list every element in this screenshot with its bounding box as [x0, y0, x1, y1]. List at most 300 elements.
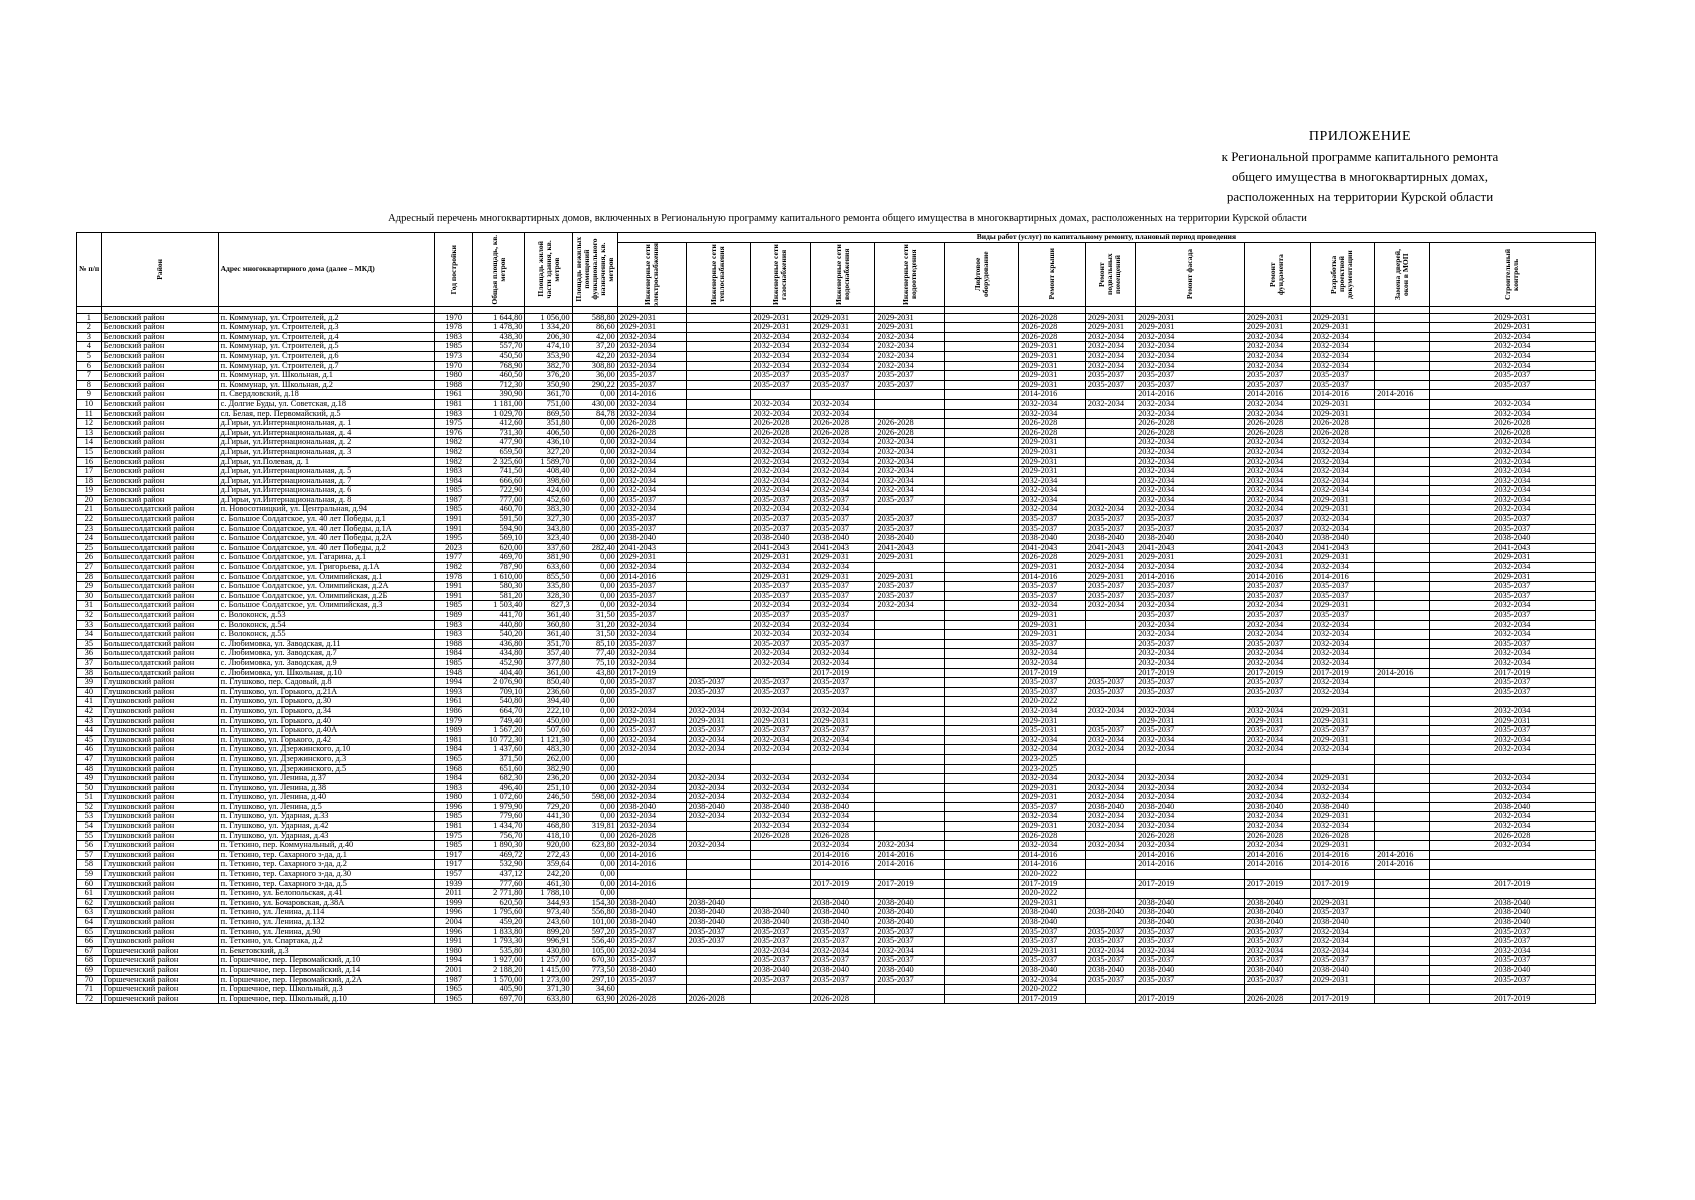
table-cell: 2035-2037 [1085, 726, 1135, 736]
table-cell: 2017-2019 [1429, 668, 1595, 678]
table-cell [1375, 889, 1429, 899]
table-cell: 0,00 [572, 390, 617, 400]
table-cell: 2035-2037 [875, 495, 945, 505]
table-cell: 1948 [435, 668, 473, 678]
table-cell [945, 754, 1019, 764]
table-row [77, 457, 1596, 467]
table-cell: 2026-2028 [1019, 323, 1086, 333]
table-cell [617, 889, 686, 899]
table-cell: 1 121,30 [525, 735, 572, 745]
table-cell: 412,60 [473, 419, 525, 429]
table-cell: Глушковский район [101, 783, 218, 793]
table-cell: 2017-2019 [1019, 668, 1086, 678]
table-cell: 2032-2034 [1429, 630, 1595, 640]
table-cell: 581,20 [473, 591, 525, 601]
table-cell: 2032-2034 [1244, 447, 1310, 457]
col-header-roof: Ремонт крыши [1019, 242, 1086, 306]
table-cell: 2032-2034 [1244, 332, 1310, 342]
table-cell: 2032-2034 [1136, 486, 1245, 496]
table-cell: 2032-2034 [810, 822, 875, 832]
table-cell [1375, 380, 1429, 390]
table-row [77, 956, 1596, 966]
table-cell: 68 [77, 956, 102, 966]
table-cell: 56 [77, 841, 102, 851]
table-cell: 44 [77, 726, 102, 736]
table-cell [945, 361, 1019, 371]
table-cell: 75,10 [572, 658, 617, 668]
table-cell: 2035-2037 [810, 639, 875, 649]
table-cell: 2035-2037 [1244, 975, 1310, 985]
table-cell: 460,70 [473, 505, 525, 515]
table-cell: 2032-2034 [1244, 630, 1310, 640]
table-cell: 2035-2037 [1019, 639, 1086, 649]
table-cell: 2014-2016 [1244, 850, 1310, 860]
table-cell: 2038-2040 [875, 965, 945, 975]
table-cell: 2035-2037 [617, 380, 686, 390]
table-cell: 2029-2031 [1136, 323, 1245, 333]
table-cell [1085, 639, 1135, 649]
table-cell [686, 447, 751, 457]
table-cell: 620,00 [473, 543, 525, 553]
table-cell: 2029-2031 [875, 313, 945, 323]
table-cell: 869,50 [525, 409, 572, 419]
table-cell: 1981 [435, 822, 473, 832]
table-cell: Горшеченский район [101, 994, 218, 1004]
table-cell: 71 [77, 985, 102, 995]
table-cell: 2032-2034 [1244, 342, 1310, 352]
table-cell: 2035-2037 [617, 371, 686, 381]
table-row [77, 419, 1596, 429]
table-cell: 0,00 [572, 572, 617, 582]
table-cell: Глушковский район [101, 812, 218, 822]
table-cell: 2029-2031 [1019, 611, 1086, 621]
table-cell [751, 860, 811, 870]
table-cell: 2032-2034 [617, 399, 686, 409]
table-cell [1375, 783, 1429, 793]
table-cell: 2032-2034 [1429, 467, 1595, 477]
table-cell: 722,90 [473, 486, 525, 496]
table-cell: 2032-2034 [1429, 793, 1595, 803]
table-cell: Беловский район [101, 467, 218, 477]
table-cell [686, 860, 751, 870]
table-cell: 2035-2037 [810, 611, 875, 621]
table-cell [1375, 399, 1429, 409]
table-cell: 1991 [435, 937, 473, 947]
table-cell: 2035-2037 [617, 524, 686, 534]
table-cell: Большесолдатский район [101, 553, 218, 563]
table-cell: 2032-2034 [751, 467, 811, 477]
table-cell: 2038-2040 [810, 965, 875, 975]
table-row [77, 447, 1596, 457]
table-cell [1375, 802, 1429, 812]
table-cell: 2026-2028 [1244, 994, 1310, 1004]
table-cell: 2014-2016 [1310, 850, 1375, 860]
table-cell: 1982 [435, 447, 473, 457]
table-cell [1085, 668, 1135, 678]
table-cell: 2032-2034 [1429, 735, 1595, 745]
table-cell: д.Гирьи, ул.Интернациональная, д. 6 [218, 486, 435, 496]
table-cell: 251,10 [525, 783, 572, 793]
table-cell: 2038-2040 [1019, 965, 1086, 975]
table-cell: 2035-2037 [1019, 956, 1086, 966]
table-cell: 53 [77, 812, 102, 822]
table-cell: 731,30 [473, 428, 525, 438]
table-cell: 2038-2040 [751, 908, 811, 918]
table-cell [875, 649, 945, 659]
table-cell: Глушковский район [101, 697, 218, 707]
table-cell: 2032-2034 [1244, 620, 1310, 630]
table-cell: 0,00 [572, 764, 617, 774]
table-cell [945, 323, 1019, 333]
table-cell: 297,10 [572, 975, 617, 985]
table-cell: 2029-2031 [1019, 793, 1086, 803]
table-cell: Большесолдатский район [101, 630, 218, 640]
table-cell: Беловский район [101, 495, 218, 505]
table-cell: 2032-2034 [1429, 601, 1595, 611]
col-header-foundation: Ремонт фундамента [1244, 242, 1310, 306]
table-cell [945, 764, 1019, 774]
table-cell: 0,00 [572, 860, 617, 870]
table-cell: 2038-2040 [1085, 534, 1135, 544]
table-cell: 2032-2034 [1136, 841, 1245, 851]
table-cell: 2023-2025 [1019, 754, 1086, 764]
table-cell: 2029-2031 [1019, 620, 1086, 630]
table-cell: с. Любимовка, ул. Заводская, д.9 [218, 658, 435, 668]
table-cell [1136, 764, 1245, 774]
table-cell: 2032-2034 [1310, 447, 1375, 457]
table-cell: 2038-2040 [751, 965, 811, 975]
table-cell: 2032-2034 [1429, 783, 1595, 793]
table-cell: 0,00 [572, 524, 617, 534]
table-cell: 2029-2031 [810, 572, 875, 582]
table-cell [945, 793, 1019, 803]
table-cell: 2035-2037 [751, 956, 811, 966]
table-cell [1136, 754, 1245, 764]
table-cell: 2032-2034 [1085, 361, 1135, 371]
table-cell: 2032-2034 [810, 745, 875, 755]
table-cell: 2038-2040 [1244, 802, 1310, 812]
table-cell: 441,30 [525, 812, 572, 822]
table-cell [945, 457, 1019, 467]
table-cell: Беловский район [101, 342, 218, 352]
table-cell: 42 [77, 706, 102, 716]
table-row [77, 323, 1596, 333]
table-cell: 2038-2040 [617, 965, 686, 975]
table-row [77, 687, 1596, 697]
table-cell [875, 706, 945, 716]
table-cell: п. Теткино, ул. Ленина, д.114 [218, 908, 435, 918]
table-cell: 2032-2034 [1429, 706, 1595, 716]
table-cell: 2032-2034 [1085, 946, 1135, 956]
table-cell [945, 860, 1019, 870]
table-cell: Горшеченский район [101, 975, 218, 985]
table-row [77, 822, 1596, 832]
table-cell: 2035-2037 [1429, 611, 1595, 621]
table-cell: 1 927,00 [473, 956, 525, 966]
table-cell: 2032-2034 [810, 486, 875, 496]
table-cell [875, 678, 945, 688]
table-cell [686, 870, 751, 880]
table-cell: 773,50 [572, 965, 617, 975]
table-cell [945, 870, 1019, 880]
table-cell: 2035-2037 [1136, 639, 1245, 649]
table-cell: 1983 [435, 783, 473, 793]
table-cell: 2032-2034 [686, 774, 751, 784]
table-cell: 0,00 [572, 745, 617, 755]
table-cell: 0,00 [572, 697, 617, 707]
table-row [77, 994, 1596, 1004]
table-cell: 2032-2034 [1244, 946, 1310, 956]
table-cell [945, 399, 1019, 409]
table-cell: с. Большое Солдатское, ул. 40 лет Победы, д.1 [218, 515, 435, 525]
table-cell: п. Глушково, ул. Ленина, д.40 [218, 793, 435, 803]
table-cell [945, 946, 1019, 956]
table-cell: 0,00 [572, 486, 617, 496]
table-cell: 2026-2028 [810, 419, 875, 429]
table-cell: 2032-2034 [1085, 601, 1135, 611]
table-cell: 2032-2034 [617, 745, 686, 755]
table-cell: 2029-2031 [1019, 630, 1086, 640]
table-cell [1375, 620, 1429, 630]
table-cell: 2032-2034 [810, 630, 875, 640]
table-cell: 2032-2034 [875, 467, 945, 477]
table-cell: 2035-2037 [1429, 678, 1595, 688]
table-cell: Большесолдатский район [101, 620, 218, 630]
table-cell: 2026-2028 [1429, 419, 1595, 429]
table-cell: 2032-2034 [1136, 447, 1245, 457]
table-cell: 452,90 [473, 658, 525, 668]
table-cell: 2020-2022 [1019, 697, 1086, 707]
table-cell: 440,80 [473, 620, 525, 630]
table-cell: 36,00 [572, 371, 617, 381]
table-cell: 2038-2040 [1019, 908, 1086, 918]
table-cell: 2032-2034 [1310, 467, 1375, 477]
table-cell [1375, 534, 1429, 544]
table-cell: 2011 [435, 889, 473, 899]
table-cell: 246,50 [525, 793, 572, 803]
table-row [77, 841, 1596, 851]
table-row [77, 985, 1596, 995]
table-cell: 2032-2034 [751, 649, 811, 659]
appendix-block [1160, 127, 1560, 207]
table-cell [1375, 937, 1429, 947]
table-cell: 1 890,30 [473, 841, 525, 851]
table-row [77, 611, 1596, 621]
table-cell: Глушковский район [101, 754, 218, 764]
table-cell: 2026-2028 [617, 994, 686, 1004]
table-row [77, 543, 1596, 553]
table-cell [945, 563, 1019, 573]
table-cell: 2029-2031 [1310, 399, 1375, 409]
table-cell: 2029-2031 [810, 313, 875, 323]
table-cell: 2035-2037 [1244, 956, 1310, 966]
table-cell: 2 [77, 323, 102, 333]
table-cell: 2032-2034 [1429, 563, 1595, 573]
table-cell: 2032-2034 [875, 438, 945, 448]
table-cell [686, 764, 751, 774]
table-cell: 2014-2016 [1244, 390, 1310, 400]
table-cell [686, 419, 751, 429]
table-cell [1085, 476, 1135, 486]
table-cell: 2035-2037 [1244, 611, 1310, 621]
table-cell [945, 447, 1019, 457]
table-cell: 2029-2031 [617, 323, 686, 333]
table-cell: 2035-2037 [1244, 515, 1310, 525]
table-cell: 2032-2034 [751, 476, 811, 486]
table-cell: 34,60 [572, 985, 617, 995]
table-cell: 0,00 [572, 563, 617, 573]
table-cell: 2035-2037 [1310, 591, 1375, 601]
table-cell: п. Глушково, ул. Ленина, д.38 [218, 783, 435, 793]
table-row [77, 620, 1596, 630]
table-cell [751, 898, 811, 908]
table-cell [875, 774, 945, 784]
table-cell: 2041-2043 [1019, 543, 1086, 553]
table-cell: 2032-2034 [810, 476, 875, 486]
table-cell [945, 601, 1019, 611]
table-cell: 50 [77, 783, 102, 793]
table-cell [1375, 946, 1429, 956]
table-cell [1310, 754, 1375, 764]
table-cell: 1 434,70 [473, 822, 525, 832]
table-cell: 2035-2037 [686, 678, 751, 688]
table-cell: 1 072,60 [473, 793, 525, 803]
table-cell: 242,20 [525, 870, 572, 880]
table-cell: 2035-2037 [810, 495, 875, 505]
table-cell: 69 [77, 965, 102, 975]
table-cell [1375, 793, 1429, 803]
table-cell: п. Коммунар, ул. Строителей, д.3 [218, 323, 435, 333]
table-cell: 61 [77, 889, 102, 899]
table-cell: 398,60 [525, 476, 572, 486]
table-cell: п. Глушково, ул. Дзержинского, д.5 [218, 764, 435, 774]
table-cell: Беловский район [101, 399, 218, 409]
table-cell [751, 697, 811, 707]
table-cell: п. Коммунар, ул. Строителей, д.4 [218, 332, 435, 342]
table-cell: 1985 [435, 841, 473, 851]
table-cell: 0,00 [572, 601, 617, 611]
table-cell: 2 076,90 [473, 678, 525, 688]
table-cell: 2035-2037 [751, 687, 811, 697]
table-cell: 2032-2034 [751, 438, 811, 448]
table-cell: 2035-2037 [875, 380, 945, 390]
table-cell: 1975 [435, 831, 473, 841]
table-cell: 2026-2028 [1019, 428, 1086, 438]
table-cell: 2032-2034 [617, 946, 686, 956]
table-cell [686, 524, 751, 534]
table-cell: 33 [77, 620, 102, 630]
table-cell: 2032-2034 [1019, 601, 1086, 611]
table-cell: 2032-2034 [751, 563, 811, 573]
table-cell: 2038-2040 [1136, 534, 1245, 544]
table-cell: 2032-2034 [751, 361, 811, 371]
table-cell: 2035-2037 [1244, 591, 1310, 601]
table-cell [945, 850, 1019, 860]
table-cell: 2035-2037 [1136, 726, 1245, 736]
table-cell [945, 879, 1019, 889]
table-cell [810, 870, 875, 880]
table-cell: Большесолдатский район [101, 649, 218, 659]
table-cell: 2035-2037 [1136, 591, 1245, 601]
table-cell: 25 [77, 543, 102, 553]
table-cell: 2032-2034 [1310, 486, 1375, 496]
table-cell: 2032-2034 [1019, 706, 1086, 716]
table-cell: п. Глушково, ул. Ударная, д.33 [218, 812, 435, 822]
table-cell: 2032-2034 [617, 735, 686, 745]
table-cell: д.Гирьи, ул.Интернациональная, д. 8 [218, 495, 435, 505]
table-cell [945, 745, 1019, 755]
table-cell: 2029-2031 [1310, 495, 1375, 505]
table-cell: 31,50 [572, 630, 617, 640]
table-cell: 2038-2040 [810, 802, 875, 812]
table-cell: 1980 [435, 371, 473, 381]
table-cell: 0,00 [572, 438, 617, 448]
table-cell: 483,30 [525, 745, 572, 755]
table-row [77, 313, 1596, 323]
table-cell [1085, 620, 1135, 630]
table-cell: 2017-2019 [1136, 994, 1245, 1004]
table-cell: 2041-2043 [1136, 543, 1245, 553]
table-cell: 2032-2034 [1085, 793, 1135, 803]
table-cell: 2038-2040 [1019, 534, 1086, 544]
table-cell [945, 438, 1019, 448]
table-cell: 63 [77, 908, 102, 918]
table-cell: 556,40 [572, 937, 617, 947]
table-cell: 2032-2034 [1019, 476, 1086, 486]
table-cell [945, 687, 1019, 697]
table-cell: Большесолдатский район [101, 505, 218, 515]
table-cell: 43,80 [572, 668, 617, 678]
table-cell: 2029-2031 [1085, 572, 1135, 582]
table-cell: 2032-2034 [751, 783, 811, 793]
table-cell [1085, 850, 1135, 860]
table-cell: 36 [77, 649, 102, 659]
table-cell: 2035-2037 [617, 927, 686, 937]
table-cell: Беловский район [101, 313, 218, 323]
table-row [77, 486, 1596, 496]
table-cell: 535,80 [473, 946, 525, 956]
table-row [77, 812, 1596, 822]
table-cell: 2032-2034 [751, 630, 811, 640]
table-cell: 664,70 [473, 706, 525, 716]
table-cell: 2032-2034 [1136, 946, 1245, 956]
table-cell: 0,00 [572, 591, 617, 601]
table-cell: 2032-2034 [1085, 332, 1135, 342]
table-cell: 101,00 [572, 918, 617, 928]
table-cell: 2032-2034 [1429, 812, 1595, 822]
table-cell [875, 754, 945, 764]
table-cell [945, 495, 1019, 505]
table-cell: 2035-2037 [751, 611, 811, 621]
table-cell: 2038-2040 [1429, 802, 1595, 812]
table-cell: 591,50 [473, 515, 525, 525]
table-cell [1085, 467, 1135, 477]
table-cell: п. Глушково, ул. Горького, д.40 [218, 716, 435, 726]
table-row [77, 495, 1596, 505]
table-cell: 58 [77, 860, 102, 870]
table-cell [1375, 438, 1429, 448]
table-cell: 2032-2034 [1085, 563, 1135, 573]
table-cell: 2029-2031 [1429, 313, 1595, 323]
table-cell: 2032-2034 [617, 658, 686, 668]
table-cell: 46 [77, 745, 102, 755]
table-cell [945, 706, 1019, 716]
table-cell: 1981 [435, 735, 473, 745]
table-cell [1375, 908, 1429, 918]
table-row [77, 361, 1596, 371]
table-cell [686, 342, 751, 352]
table-cell [1310, 870, 1375, 880]
